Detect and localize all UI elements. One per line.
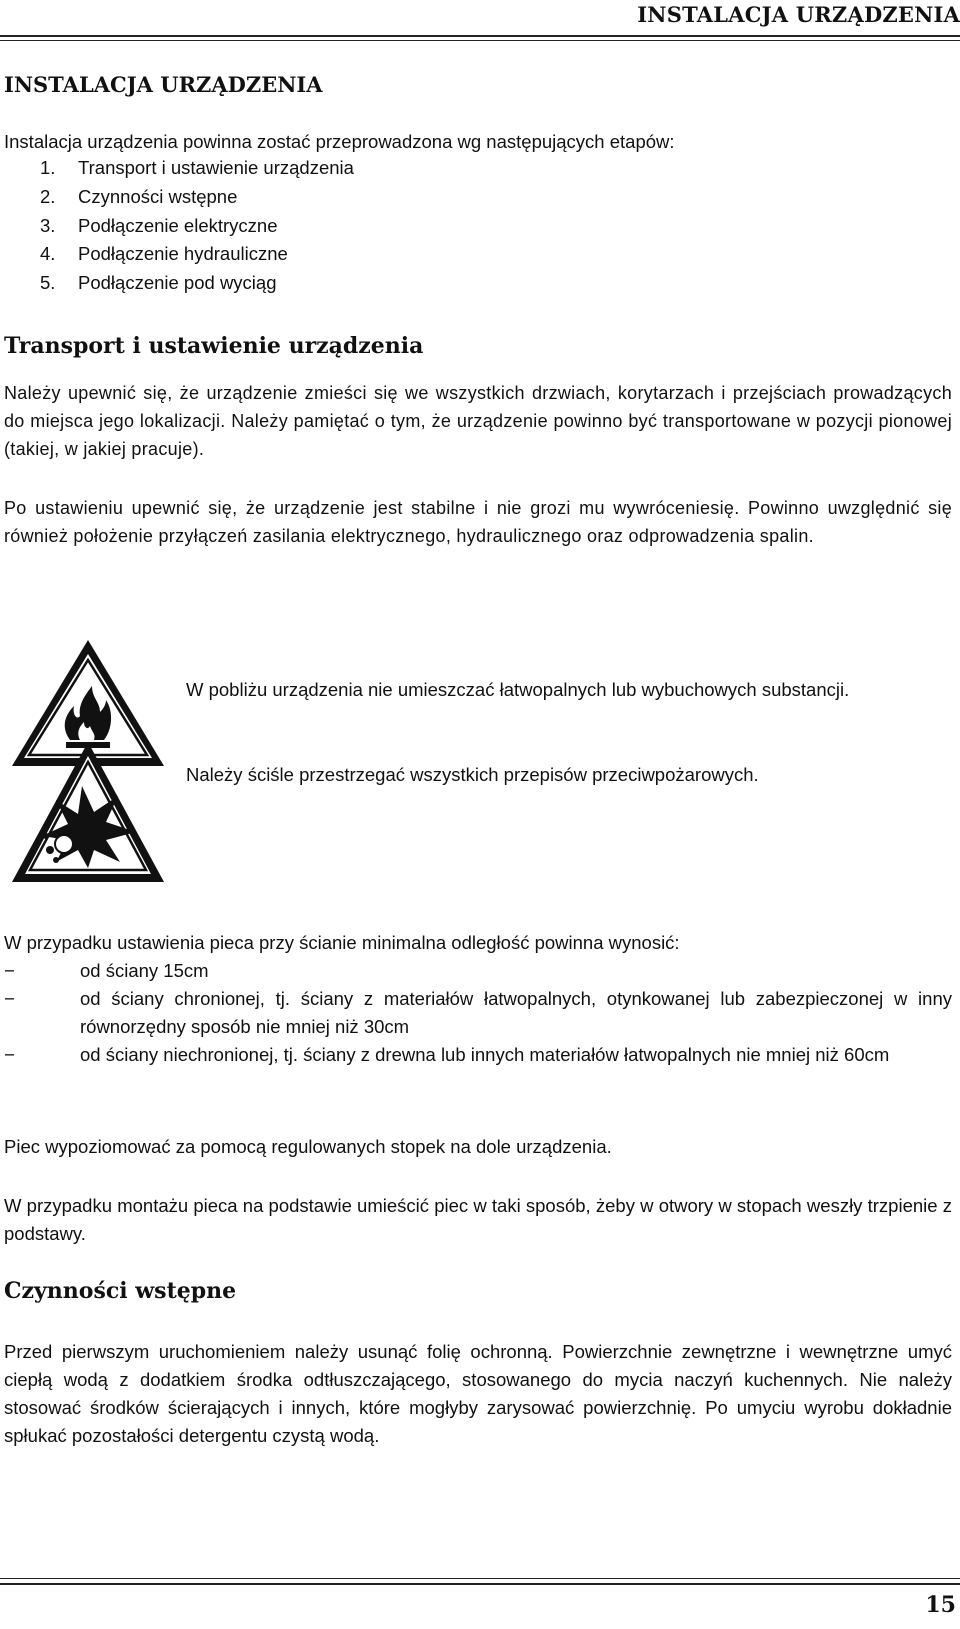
intro-text: Instalacja urządzenia powinna zostać przeprowadzona wg następujących etapów: — [4, 131, 675, 152]
transport-paragraph-1: Należy upewnić się, że urządzenie zmieści się we wszystkich drzwiach, korytarzach i przejściach prowadzących do miejsca jego lokalizacji. Należy pamiętać o tym, że urządzenie powinno być transportowane w pozycji pionowej (takiej, w jakiej pracuje). — [4, 383, 952, 459]
page-number: 15 — [925, 1592, 956, 1618]
leveling-paragraph: Piec wypoziomować za pomocą regulowanych stopek na dole urządzenia. — [4, 1136, 612, 1157]
running-header: INSTALACJA URZĄDZENIA — [637, 2, 960, 27]
steps-list — [40, 154, 354, 298]
warning-text-2: Należy ściśle przestrzegać wszystkich przepisów przeciwpożarowych. — [186, 764, 759, 785]
distance-intro: W przypadku ustawienia pieca przy ścianie minimalna odległość powinna wynosić: — [4, 932, 680, 953]
header-rule-thin — [0, 40, 960, 41]
list-item: 5. Podłączenie pod wyciąg — [40, 272, 277, 294]
list-item: 2. Czynności wstępne — [40, 185, 238, 207]
list-item: 1. Transport i ustawienie urządzenia — [40, 157, 354, 178]
list-item: − od ściany 15cm — [4, 960, 209, 981]
list-item: 3. Podłączenie elektryczne — [40, 214, 278, 236]
warning-text-1: W pobliżu urządzenia nie umieszczać łatwopalnych lub wybuchowych substancji. — [186, 679, 850, 700]
list-item: − od ściany niechronionej, tj. ściany z drewna lub innych materiałów łatwopalnych nie mniej niż 60cm — [4, 1044, 890, 1065]
footer-rule — [0, 1583, 960, 1585]
transport-paragraph-2: Po ustawieniu upewnić się, że urządzenie jest stabilne i nie grozi mu wywróceniesię. Powinno uwzględnić się również położenie przyłączeń zasilania elektrycznego, hydraulicznego oraz odprowadzenia spalin. — [4, 498, 952, 546]
list-item: − od ściany chronionej, tj. ściany z materiałów łatwopalnych, otynkowanej lub zabezpieczonej w inny równorzędny sposób nie mniej niż 30cm — [4, 988, 952, 1037]
list-item: 4. Podłączenie hydrauliczne — [40, 243, 288, 265]
warning-signs — [8, 636, 168, 886]
prep-heading: Czynności wstępne — [4, 1278, 237, 1304]
footer-rule-thin — [0, 1578, 960, 1579]
transport-heading: Transport i ustawienie urządzenia — [4, 333, 424, 359]
header-rule — [0, 35, 960, 37]
prep-paragraph: Przed pierwszym uruchomieniem należy usunąć folię ochronną. Powierzchnie zewnętrzne i wewnętrzne umyć ciepłą wodą z dodatkiem środka odtłuszczającego, stosowanego do mycia naczyń kuchennych. Nie należy stosować środków ścierających i innych, które mogłyby zarysować powierzchnię. Po umyciu wyrobu dokładnie spłukać pozostałości detergentu czystą wodą. — [4, 1341, 952, 1446]
mounting-paragraph: W przypadku montażu pieca na podstawie umieścić piec w taki sposób, żeby w otwory w stopach weszły trzpienie z podstawy. — [4, 1195, 952, 1244]
distance-list — [4, 957, 952, 1069]
section-title: INSTALACJA URZĄDZENIA — [4, 72, 323, 97]
